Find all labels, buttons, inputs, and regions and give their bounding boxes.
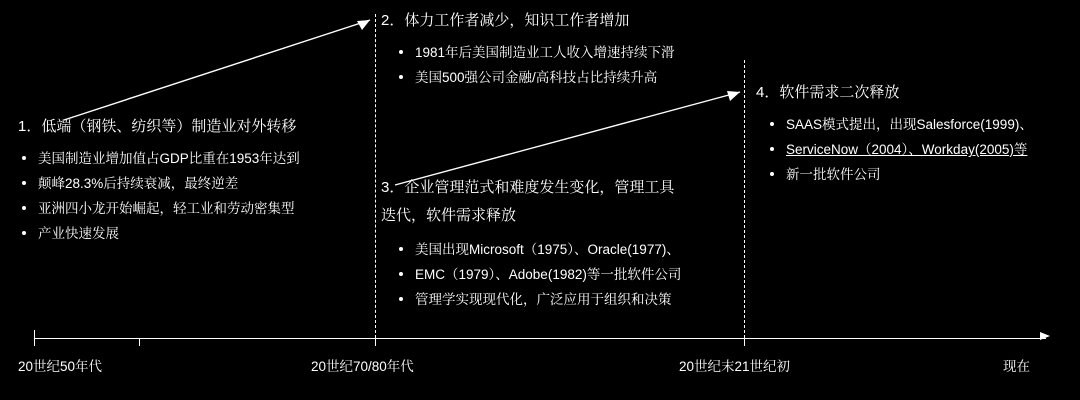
list-item — [18, 196, 368, 221]
list-item — [18, 146, 368, 171]
list-item — [395, 287, 741, 312]
separator-1 — [375, 14, 376, 338]
arrow-line-2 — [395, 92, 740, 185]
stage-4-bullets — [756, 112, 1066, 187]
axis-label-1: 20世纪50年代 — [18, 359, 103, 374]
stage-3-heading-line-2: 迭代，软件需求释放 — [381, 207, 517, 224]
timeline-axis — [34, 338, 1046, 339]
list-item-continuation — [766, 137, 1066, 162]
stage-4-bullet-1-line-3: 新一批软件公司 — [786, 167, 881, 182]
stage-1-bullet-1-line-1: 美国制造业增加值占GDP比重在1953年达到 — [38, 151, 300, 166]
stage-4-bullet-1-line-2: ServiceNow（2004）、Workday(2005)等 — [786, 142, 1028, 157]
list-item-continuation — [766, 162, 1066, 187]
list-item — [395, 40, 741, 65]
stage-2-heading: 2．体力工作者减少，知识工作者增加 — [381, 12, 630, 29]
axis-tick-1 — [34, 330, 35, 346]
list-item — [766, 112, 1066, 137]
stage-2-bullets — [381, 40, 741, 90]
stage-3-bullet-1-line-2: EMC（1979）、Adobe(1982)等一批软件公司 — [415, 267, 682, 282]
stage-4 — [756, 82, 1066, 187]
stage-2-bullet-2: 美国500强公司金融/高科技占比持续升高 — [415, 70, 658, 85]
arrow-head-2 — [727, 91, 740, 101]
list-item-continuation — [395, 262, 741, 287]
stage-2 — [381, 10, 741, 90]
stage-1-bullet-2-line-1: 亚洲四小龙开始崛起，轻工业和劳动密集型 — [38, 201, 295, 216]
arrow-line-1 — [64, 20, 370, 120]
stage-1-heading: 1．低端（钢铁、纺织等）制造业对外转移 — [18, 118, 297, 135]
axis-tick-3 — [375, 338, 376, 346]
arrow-head-1 — [357, 20, 370, 30]
stage-2-bullet-1: 1981年后美国制造业工人收入增速持续下滑 — [415, 45, 675, 60]
stage-4-bullet-1-line-1: SAAS模式提出，出现Salesforce(1999)、 — [786, 117, 1033, 132]
axis-tick-4 — [744, 338, 745, 346]
stage-3-bullets — [381, 237, 741, 312]
list-item — [395, 237, 741, 262]
stage-1-bullet-1-line-2: 颠峰28.3%后持续衰减，最终逆差 — [38, 176, 239, 191]
stage-4-heading: 4．软件需求二次释放 — [756, 84, 900, 101]
stage-3 — [381, 177, 741, 312]
stage-3-heading-line-1: 3．企业管理范式和难度发生变化，管理工具 — [381, 179, 675, 196]
list-item-continuation — [18, 221, 368, 246]
stage-1-bullet-2-line-2: 产业快速发展 — [38, 226, 119, 241]
stage-1-bullets — [18, 146, 368, 246]
axis-label-3: 20世纪末21世纪初 — [679, 359, 791, 374]
list-item — [395, 65, 741, 90]
axis-label-4: 现在 — [1003, 359, 1030, 374]
stage-3-bullet-1-line-1: 美国出现Microsoft（1975）、Oracle(1977)、 — [415, 242, 680, 257]
separator-2 — [744, 60, 745, 338]
stage-1 — [18, 116, 368, 246]
stage-3-bullet-2: 管理学实现现代化，广泛应用于组织和决策 — [415, 292, 672, 307]
axis-tick-2 — [139, 338, 140, 346]
axis-label-2: 20世纪70/80年代 — [311, 359, 414, 374]
axis-arrow-icon — [1040, 332, 1050, 340]
list-item-continuation — [18, 171, 368, 196]
